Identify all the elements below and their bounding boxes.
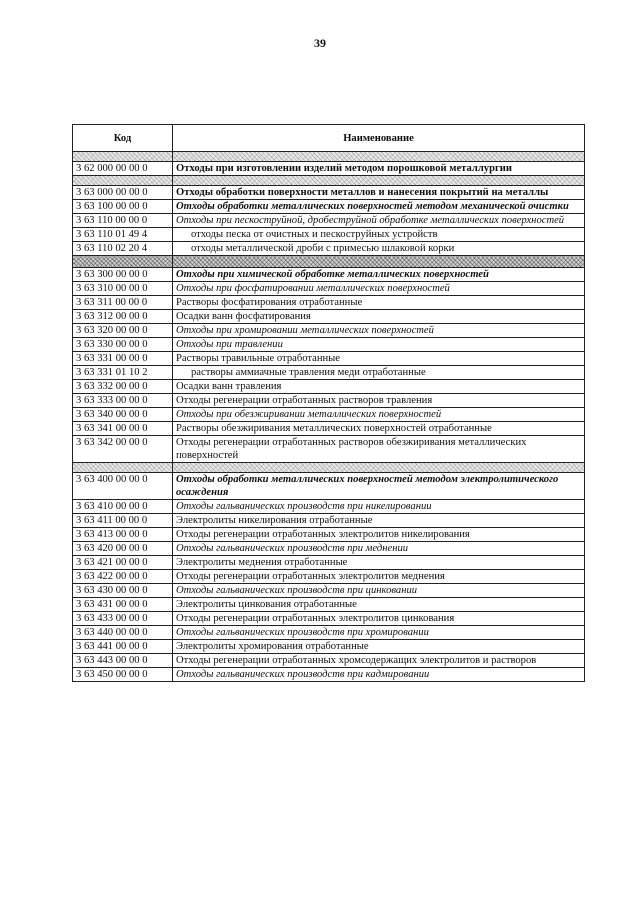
name-cell: Электролиты меднения отработанные	[173, 556, 585, 570]
table-row	[73, 366, 585, 380]
table-row	[73, 214, 585, 228]
hatched-separator-row	[73, 463, 585, 473]
code-cell: 3 63 320 00 00 0	[73, 324, 173, 338]
table-row	[73, 338, 585, 352]
name-cell: Электролиты цинкования отработанные	[173, 598, 585, 612]
table-row	[73, 422, 585, 436]
code-cell: 3 63 312 00 00 0	[73, 310, 173, 324]
code-cell: 3 63 000 00 00 0	[73, 186, 173, 200]
table-body	[73, 152, 585, 682]
table-row	[73, 542, 585, 556]
name-cell	[173, 256, 585, 268]
name-cell: Растворы обезжиривания металлических поверхностей отработанные	[173, 422, 585, 436]
name-cell: Отходы регенерации отработанных хромсодержащих электролитов и растворов	[173, 654, 585, 668]
code-cell: 3 63 411 00 00 0	[73, 514, 173, 528]
table-row	[73, 228, 585, 242]
code-cell	[73, 256, 173, 268]
code-cell: 3 63 342 00 00 0	[73, 436, 173, 463]
name-cell: Отходы обработки металлических поверхностей методом электролитического осаждения	[173, 473, 585, 500]
code-cell: 3 63 433 00 00 0	[73, 612, 173, 626]
table-row	[73, 394, 585, 408]
code-cell: 3 63 110 01 49 4	[73, 228, 173, 242]
code-cell: 3 63 410 00 00 0	[73, 500, 173, 514]
table-row	[73, 436, 585, 463]
name-cell: Отходы гальванических производств при никелировании	[173, 500, 585, 514]
table-row	[73, 570, 585, 584]
table-row	[73, 268, 585, 282]
code-cell: 3 63 333 00 00 0	[73, 394, 173, 408]
name-cell: Отходы обработки поверхности металлов и нанесения покрытий на металлы	[173, 186, 585, 200]
name-cell	[173, 176, 585, 186]
table-row	[73, 654, 585, 668]
name-cell: Отходы обработки металлических поверхностей методом механической очистки	[173, 200, 585, 214]
code-cell: 3 63 341 00 00 0	[73, 422, 173, 436]
code-cell: 3 63 332 00 00 0	[73, 380, 173, 394]
code-column-header: Код	[73, 125, 173, 152]
name-cell: Отходы при травлении	[173, 338, 585, 352]
hatched-separator-row	[73, 176, 585, 186]
name-cell: Отходы при фосфатировании металлических поверхностей	[173, 282, 585, 296]
table-row	[73, 162, 585, 176]
table-row	[73, 408, 585, 422]
code-cell: 3 63 331 00 00 0	[73, 352, 173, 366]
table-row	[73, 626, 585, 640]
hatched-separator-row	[73, 256, 585, 268]
name-cell: Электролиты никелирования отработанные	[173, 514, 585, 528]
code-cell: 3 63 422 00 00 0	[73, 570, 173, 584]
name-column-header: Наименование	[173, 125, 585, 152]
code-cell: 3 63 441 00 00 0	[73, 640, 173, 654]
name-cell: Растворы фосфатирования отработанные	[173, 296, 585, 310]
table-row	[73, 473, 585, 500]
table-row	[73, 514, 585, 528]
code-cell: 3 63 330 00 00 0	[73, 338, 173, 352]
table-row	[73, 282, 585, 296]
name-cell: Электролиты хромирования отработанные	[173, 640, 585, 654]
table-row	[73, 324, 585, 338]
table-row	[73, 640, 585, 654]
table-row	[73, 598, 585, 612]
code-cell: 3 63 331 01 10 2	[73, 366, 173, 380]
code-cell: 3 63 310 00 00 0	[73, 282, 173, 296]
table-row	[73, 612, 585, 626]
name-cell: Отходы гальванических производств при хромировании	[173, 626, 585, 640]
name-cell: растворы аммиачные травления меди отработанные	[173, 366, 585, 380]
name-cell: Отходы гальванических производств при цинковании	[173, 584, 585, 598]
name-cell: отходы металлической дроби с примесью шлаковой корки	[173, 242, 585, 256]
hatched-separator-row	[73, 152, 585, 162]
table-row	[73, 310, 585, 324]
code-cell: 3 63 300 00 00 0	[73, 268, 173, 282]
code-cell: 3 63 421 00 00 0	[73, 556, 173, 570]
name-cell: отходы песка от очистных и пескоструйных устройств	[173, 228, 585, 242]
page-number: 39	[314, 36, 326, 50]
table-row	[73, 200, 585, 214]
code-cell: 3 63 443 00 00 0	[73, 654, 173, 668]
code-cell: 3 63 413 00 00 0	[73, 528, 173, 542]
name-cell	[173, 152, 585, 162]
code-cell: 3 63 100 00 00 0	[73, 200, 173, 214]
table-row	[73, 584, 585, 598]
name-cell: Отходы регенерации отработанных электролитов никелирования	[173, 528, 585, 542]
code-cell	[73, 176, 173, 186]
name-cell: Отходы при химической обработке металлических поверхностей	[173, 268, 585, 282]
code-cell	[73, 463, 173, 473]
code-cell: 3 63 431 00 00 0	[73, 598, 173, 612]
code-cell: 3 63 311 00 00 0	[73, 296, 173, 310]
table-row	[73, 296, 585, 310]
table-header-row	[73, 125, 585, 152]
code-cell: 3 63 440 00 00 0	[73, 626, 173, 640]
table-row	[73, 186, 585, 200]
name-cell: Осадки ванн фосфатирования	[173, 310, 585, 324]
table-row	[73, 668, 585, 682]
name-cell: Отходы гальванических производств при меднении	[173, 542, 585, 556]
table-row	[73, 380, 585, 394]
name-cell: Осадки ванн травления	[173, 380, 585, 394]
waste-code-table	[72, 124, 585, 682]
name-cell: Отходы гальванических производств при кадмировании	[173, 668, 585, 682]
code-cell: 3 63 420 00 00 0	[73, 542, 173, 556]
name-cell: Отходы при хромировании металлических поверхностей	[173, 324, 585, 338]
name-cell: Отходы регенерации отработанных растворов обезжиривания металлических поверхностей	[173, 436, 585, 463]
code-cell	[73, 152, 173, 162]
code-cell: 3 63 110 02 20 4	[73, 242, 173, 256]
table-row	[73, 352, 585, 366]
name-cell: Отходы регенерации отработанных растворов травления	[173, 394, 585, 408]
code-cell: 3 63 110 00 00 0	[73, 214, 173, 228]
name-cell: Отходы регенерации отработанных электролитов меднения	[173, 570, 585, 584]
code-cell: 3 63 400 00 00 0	[73, 473, 173, 500]
code-cell: 3 63 430 00 00 0	[73, 584, 173, 598]
code-cell: 3 62 000 00 00 0	[73, 162, 173, 176]
table-row	[73, 528, 585, 542]
table-row	[73, 556, 585, 570]
name-cell: Растворы травильные отработанные	[173, 352, 585, 366]
name-cell: Отходы при изготовлении изделий методом порошковой металлургии	[173, 162, 585, 176]
code-cell: 3 63 450 00 00 0	[73, 668, 173, 682]
name-cell: Отходы при пескоструйной, дробеструйной обработке металлических поверхностей	[173, 214, 585, 228]
table-row	[73, 242, 585, 256]
name-cell	[173, 463, 585, 473]
name-cell: Отходы регенерации отработанных электролитов цинкования	[173, 612, 585, 626]
code-cell: 3 63 340 00 00 0	[73, 408, 173, 422]
name-cell: Отходы при обезжиривании металлических поверхностей	[173, 408, 585, 422]
table-row	[73, 500, 585, 514]
